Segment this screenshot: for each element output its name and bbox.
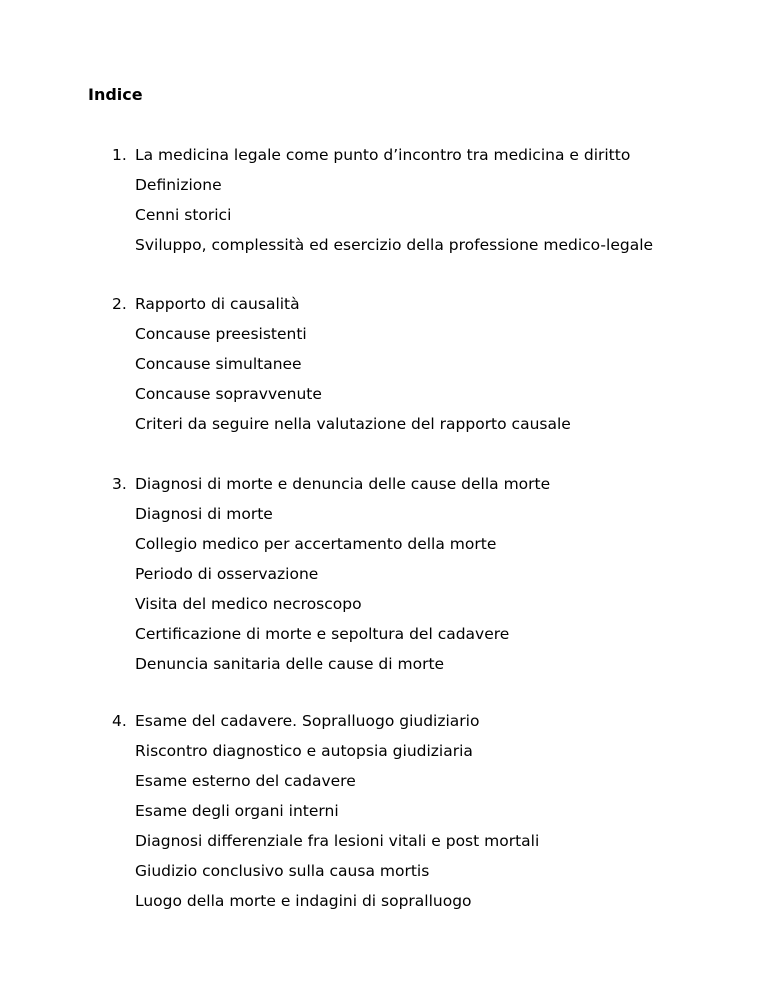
section-number: 4. <box>112 712 127 730</box>
section-heading <box>112 145 630 165</box>
section-title: Rapporto di causalità <box>135 295 300 313</box>
subsection-item: Visita del medico necroscopo <box>135 595 362 613</box>
subsection-item: Riscontro diagnostico e autopsia giudiziaria <box>135 742 473 760</box>
section-heading <box>112 294 300 314</box>
section-title: La medicina legale come punto d’incontro tra medicina e diritto <box>135 146 631 164</box>
subsection-item: Sviluppo, complessità ed esercizio della professione medico-legale <box>135 236 654 254</box>
subsection-item: Denuncia sanitaria delle cause di morte <box>135 655 445 673</box>
section-title: Diagnosi di morte e denuncia delle cause della morte <box>135 475 551 493</box>
subsection-list <box>135 504 509 684</box>
subsection-item: Concause preesistenti <box>135 325 307 343</box>
subsection-item: Diagnosi differenziale fra lesioni vitali e post mortali <box>135 832 540 850</box>
subsection-list <box>135 741 539 921</box>
section-number: 3. <box>112 475 127 493</box>
page-title: Indice <box>88 85 143 104</box>
subsection-item: Certificazione di morte e sepoltura del cadavere <box>135 625 510 643</box>
section-heading <box>112 711 479 731</box>
section-heading <box>112 474 550 494</box>
section-title: Esame del cadavere. Sopralluogo giudiziario <box>135 712 480 730</box>
subsection-list <box>135 324 571 444</box>
subsection-item: Definizione <box>135 176 222 194</box>
subsection-item: Giudizio conclusivo sulla causa mortis <box>135 862 430 880</box>
subsection-item: Esame degli organi interni <box>135 802 339 820</box>
section-number: 1. <box>112 146 127 164</box>
subsection-item: Cenni storici <box>135 206 232 224</box>
subsection-list <box>135 175 653 265</box>
subsection-item: Diagnosi di morte <box>135 505 273 523</box>
subsection-item: Criteri da seguire nella valutazione del rapporto causale <box>135 415 571 433</box>
subsection-item: Periodo di osservazione <box>135 565 319 583</box>
subsection-item: Concause sopravvenute <box>135 385 322 403</box>
subsection-item: Esame esterno del cadavere <box>135 772 356 790</box>
subsection-item: Luogo della morte e indagini di sopralluogo <box>135 892 472 910</box>
subsection-item: Collegio medico per accertamento della morte <box>135 535 497 553</box>
subsection-item: Concause simultanee <box>135 355 302 373</box>
section-number: 2. <box>112 295 127 313</box>
